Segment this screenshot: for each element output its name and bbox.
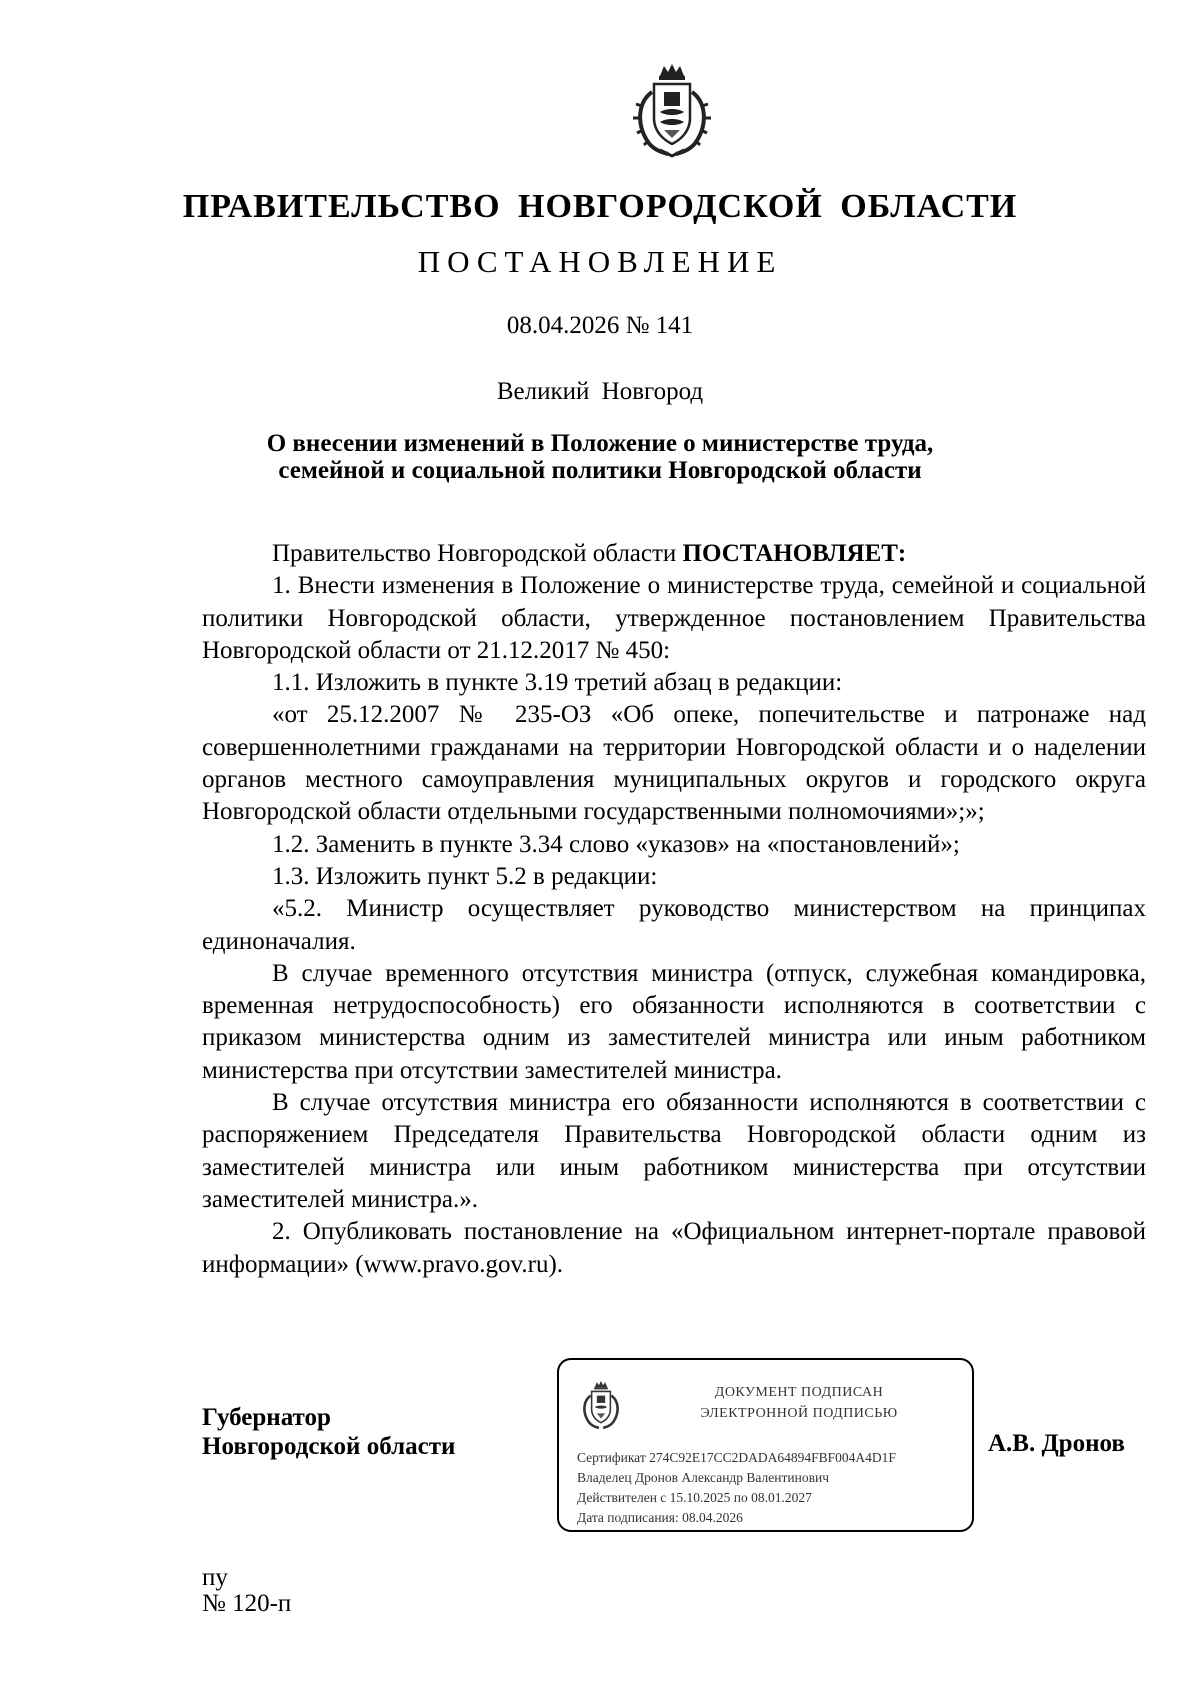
footer-line-1: пу (202, 1564, 228, 1591)
stamp-owner: Владелец Дронов Александр Валентинович (577, 1470, 829, 1485)
document-subject (0, 430, 1200, 484)
preamble (202, 538, 1146, 570)
subject-line-2: семейной и социальной политики Новгородской области (278, 457, 922, 484)
paragraph: В случае временного отсутствия министра (отпуск, служебная командировка, временная нетрудоспособность) его обязанности исполняются в соответствии с приказом министерства одним из заместителей министра или иным работником министерства при отсутствии заместителей министра. (202, 959, 1146, 1084)
footer-line-2: № 120-п (202, 1590, 292, 1617)
government-title: ПРАВИТЕЛЬСТВО НОВГОРОДСКОЙ ОБЛАСТИ (182, 188, 1018, 225)
paragraph: 1.1. Изложить в пункте 3.19 третий абзац в редакции: (272, 669, 843, 697)
document-kind: ПОСТАНОВЛЕНИЕ (417, 244, 783, 279)
coat-of-arms-icon (630, 62, 714, 158)
signer-position-line-2: Новгородской области (202, 1433, 456, 1460)
subject-line-1: О внесении изменений в Положение о министерстве труда, (266, 430, 934, 457)
stamp-heading-line-1: ДОКУМЕНТ ПОДПИСАН (714, 1385, 884, 1400)
paragraph: 2. Опубликовать постановление на «Официальном интернет-портале правовой информации» (www.pravo.gov.ru). (202, 1218, 1146, 1278)
paragraph: «5.2. Министр осуществляет руководство министерством на принципах единоначалия. (202, 895, 1146, 955)
paragraph: В случае отсутствия министра его обязанности исполняются в соответствии с распоряжением Председателя Правительства Новгородской области одним из заместителей министра или иным работником министерства при отсутствии заместителей министра.». (202, 1089, 1146, 1213)
stamp-certificate: Сертификат 274C92E17CC2DADA64894FBF004A4D1F (577, 1450, 896, 1465)
document-body (202, 538, 1146, 1281)
electronic-signature-stamp (557, 1358, 974, 1532)
stamp-heading (639, 1382, 959, 1424)
document-city: Великий Новгород (496, 378, 704, 405)
preamble-decree: ПОСТАНОВЛЯЕТ: (682, 540, 907, 567)
signer-position (202, 1403, 455, 1461)
paragraph: 1.3. Изложить пункт 5.2 в редакции: (272, 862, 658, 890)
signer-position-line-1: Губернатор (202, 1404, 331, 1431)
signer-name: А.В. Дронов (988, 1430, 1125, 1457)
coat-of-arms-icon (579, 1380, 623, 1430)
document-footer (202, 1565, 291, 1617)
document-date-number: 08.04.2026 № 141 (506, 312, 694, 339)
paragraph: 1.2. Заменить в пункте 3.34 слово «указов» на «постановлений»; (272, 830, 960, 858)
stamp-validity: Действителен с 15.10.2025 по 08.01.2027 (577, 1490, 812, 1505)
stamp-sign-date: Дата подписания: 08.04.2026 (577, 1510, 743, 1525)
paragraph: 1. Внести изменения в Положение о министерстве труда, семейной и социальной политики Новгородской области, утвержденное постановлением Правительства Новгородской области от 21.12.2017 № 450: (202, 572, 1146, 664)
paragraph: «от 25.12.2007 № 235-ОЗ «Об опеке, попечительстве и патронаже над совершеннолетними гражданами на территории Новгородской области и о наделении органов местного самоуправления муниципальных округов и городского округа Новгородской области отдельными государственными полномочиями»;»; (202, 701, 1146, 826)
stamp-heading-line-2: ЭЛЕКТРОННОЙ ПОДПИСЬЮ (700, 1406, 898, 1421)
preamble-text: Правительство Новгородской области (272, 540, 683, 567)
stamp-details (577, 1448, 896, 1528)
